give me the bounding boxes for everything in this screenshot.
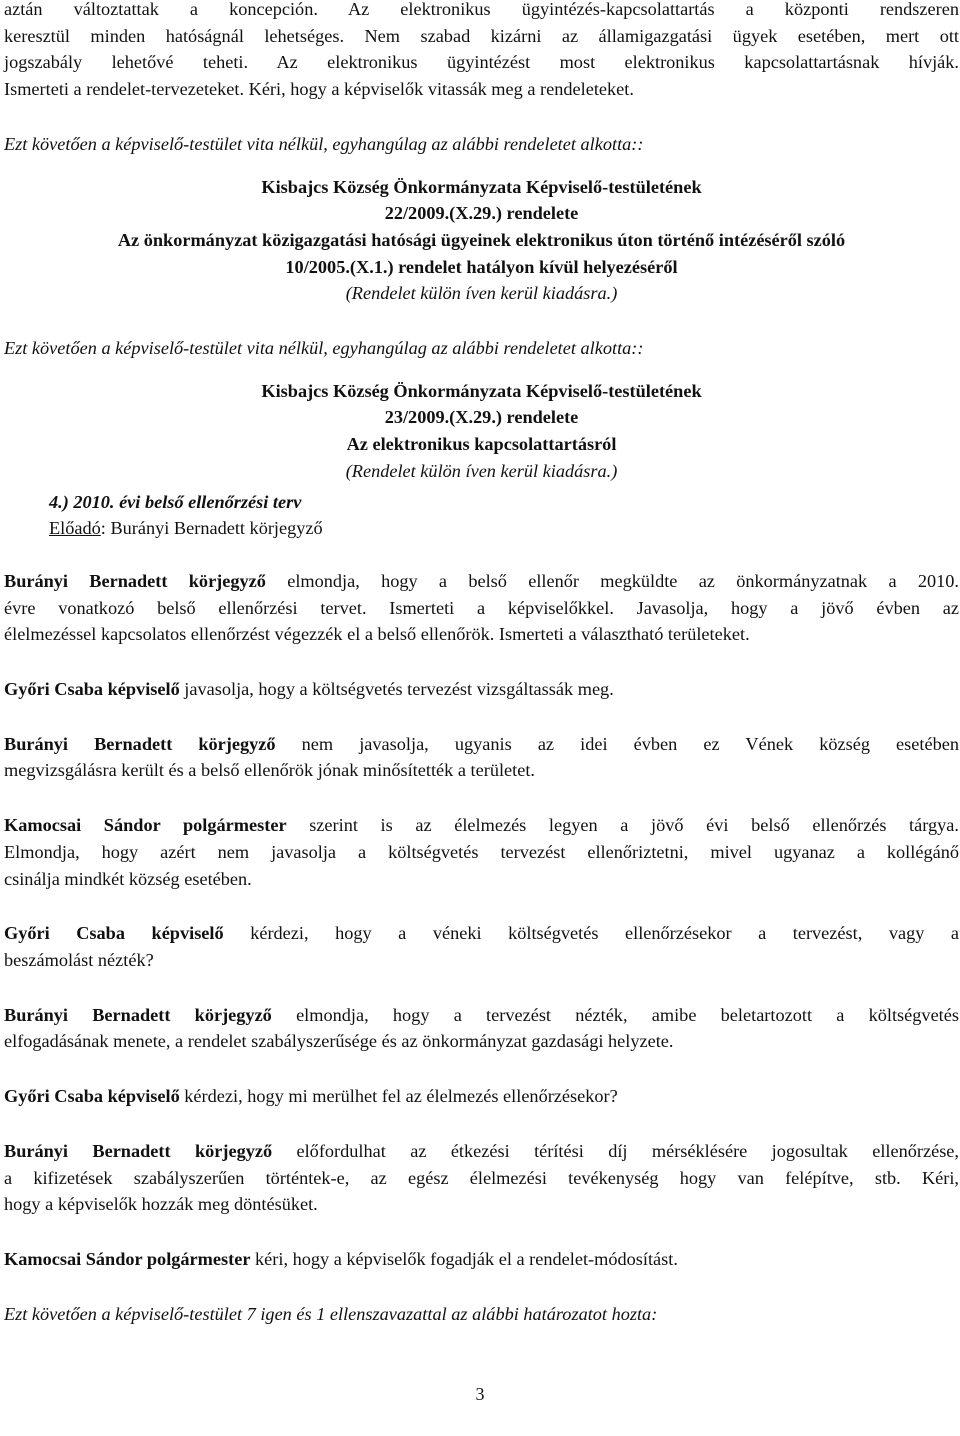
speaker-name: Győri Csaba képviselő [4, 1086, 180, 1107]
decree-block-22 [4, 174, 959, 308]
text-line: aztán változtattak a koncepción. Az elektronikus ügyintézés-kapcsolattartás a központi rendszeren [4, 0, 959, 19]
speaker-name: Burányi Bernadett körjegyző [4, 1140, 273, 1161]
decree-issuer: Kisbajcs Község Önkormányzata Képviselő-testületének [261, 176, 702, 197]
text-line: nem javasolja, ugyanis az idei évben ez Vének község esetében [275, 733, 959, 754]
agenda-item [4, 489, 959, 542]
speaker-name: Kamocsai Sándor polgármester [4, 1248, 251, 1269]
text-line: kéri, hogy a képviselők fogadják el a rendelet-módosítást. [250, 1248, 678, 1269]
text-line: szerint is az élelmezés legyen a jövő évi belső ellenőrzés tárgya. [286, 815, 959, 836]
speaker-name: Kamocsai Sándor polgármester [4, 815, 287, 836]
minutes-paragraph [4, 568, 959, 648]
text-line: a kifizetések szabályszerűen történtek-e, az egész élelmezési tevékenység hogy van felépítve, stb. Kéri, [4, 1167, 959, 1188]
decree-intro-2: Ezt követően a képviselő-testület vita nélkül, egyhangúlag az alábbi rendeletet alkotta:: [4, 338, 644, 359]
resolution-intro: Ezt követően a képviselő-testület 7 igen és 1 ellenszavazattal az alábbi határozatot hozta: [4, 1303, 658, 1324]
presenter-name: Burányi Bernadett körjegyző [110, 518, 323, 539]
text-line: megvizsgálásra került és a belső ellenőrök jónak minősítették a területet. [4, 760, 535, 781]
decree-number: 22/2009.(X.29.) rendelete [384, 203, 579, 224]
document-page [4, 0, 959, 1327]
text-line: Elmondja, hogy azért nem javasolja a költségvetés tervezést ellenőriztetni, mivel ugyanaz a kollégánő [4, 841, 959, 862]
minutes-paragraph [4, 1138, 959, 1218]
text-line: jogszabály lehetővé teheti. Az elektronikus ügyintézést most elektronikus kapcsolattartásnak hívják. [4, 52, 959, 73]
decree-issuer: Kisbajcs Község Önkormányzata Képviselő-testületének [261, 380, 702, 401]
minutes-paragraph [4, 1083, 959, 1110]
text-line: elmondja, hogy a belső ellenőr megküldte az önkormányzatnak a 2010. [265, 570, 959, 591]
presenter-label: Előadó [49, 518, 101, 539]
minutes-paragraph [4, 920, 959, 973]
text-line: kérdezi, hogy mi merülhet fel az élelmezés ellenőrzésekor? [179, 1086, 618, 1107]
agenda-presenter [49, 515, 959, 542]
text-line: csinálja mindkét község esetében. [4, 868, 252, 889]
text-line: Ismerteti a rendelet-tervezeteket. Kéri, hogy a képviselők vitassák meg a rendeleteket. [4, 79, 634, 100]
text-line: elmondja, hogy a tervezést nézték, amibe beletartozott a költségvetés [271, 1004, 959, 1025]
text-line: hogy a képviselők hozzák meg döntésüket. [4, 1194, 318, 1215]
agenda-title: 4.) 2010. évi belső ellenőrzési terv [49, 491, 302, 512]
decree-note: (Rendelet külön íven kerül kiadásra.) [345, 460, 618, 481]
presenter-separator: : [100, 518, 111, 539]
minutes-paragraph [4, 812, 959, 892]
minutes-paragraph [4, 731, 959, 784]
minutes-paragraph [4, 1246, 959, 1273]
decree-title: Az elektronikus kapcsolattartásról [346, 434, 617, 455]
text-line: elfogadásának menete, a rendelet szabályszerűsége és az önkormányzat gazdasági helyzete. [4, 1031, 674, 1052]
text-line: keresztül minden hatóságnál lehetséges. Nem szabad kizárni az államigazgatási ügyek esetében, mert ott [4, 25, 959, 46]
text-line: élelmezéssel kapcsolatos ellenőrzést végezzék el a belső ellenőrök. Ismerteti a választható területeket. [4, 624, 750, 645]
intro-paragraph [4, 0, 959, 103]
decree-intro: Ezt követően a képviselő-testület vita nélkül, egyhangúlag az alábbi rendeletet alkotta:: [4, 133, 644, 154]
speaker-name: Győri Csaba képviselő [4, 923, 224, 944]
decree-block-23 [4, 378, 959, 485]
decree-number: 23/2009.(X.29.) rendelete [384, 407, 579, 428]
page-number: 3 [475, 1384, 485, 1404]
speaker-name: Győri Csaba képviselő [4, 679, 180, 700]
speaker-name: Burányi Bernadett körjegyző [4, 733, 276, 754]
decree-title-cont: 10/2005.(X.1.) rendelet hatályon kívül helyezéséről [285, 256, 678, 277]
text-line: kérdezi, hogy a véneki költségvetés ellenőrzésekor a tervezést, vagy a [223, 923, 960, 944]
minutes-paragraph [4, 1002, 959, 1055]
text-line: évre vonatkozó belső ellenőrzési tervet. Ismerteti a képviselőkkel. Javasolja, hogy a jövő évben az [4, 597, 959, 618]
text-line: javasolja, hogy a költségvetés tervezést vizsgáltassák meg. [179, 679, 614, 700]
speaker-name: Burányi Bernadett körjegyző [4, 570, 266, 591]
decree-title: Az önkormányzat közigazgatási hatósági ügyeinek elektronikus úton történő intézéséről szóló [117, 229, 846, 250]
minutes-paragraph [4, 676, 959, 703]
speaker-name: Burányi Bernadett körjegyző [4, 1004, 272, 1025]
decree-note: (Rendelet külön íven kerül kiadásra.) [345, 283, 618, 304]
text-line: előfordulhat az étkezési térítési díj mérséklésére jogosultak ellenőrzése, [272, 1140, 959, 1161]
text-line: beszámolást nézték? [4, 949, 154, 970]
